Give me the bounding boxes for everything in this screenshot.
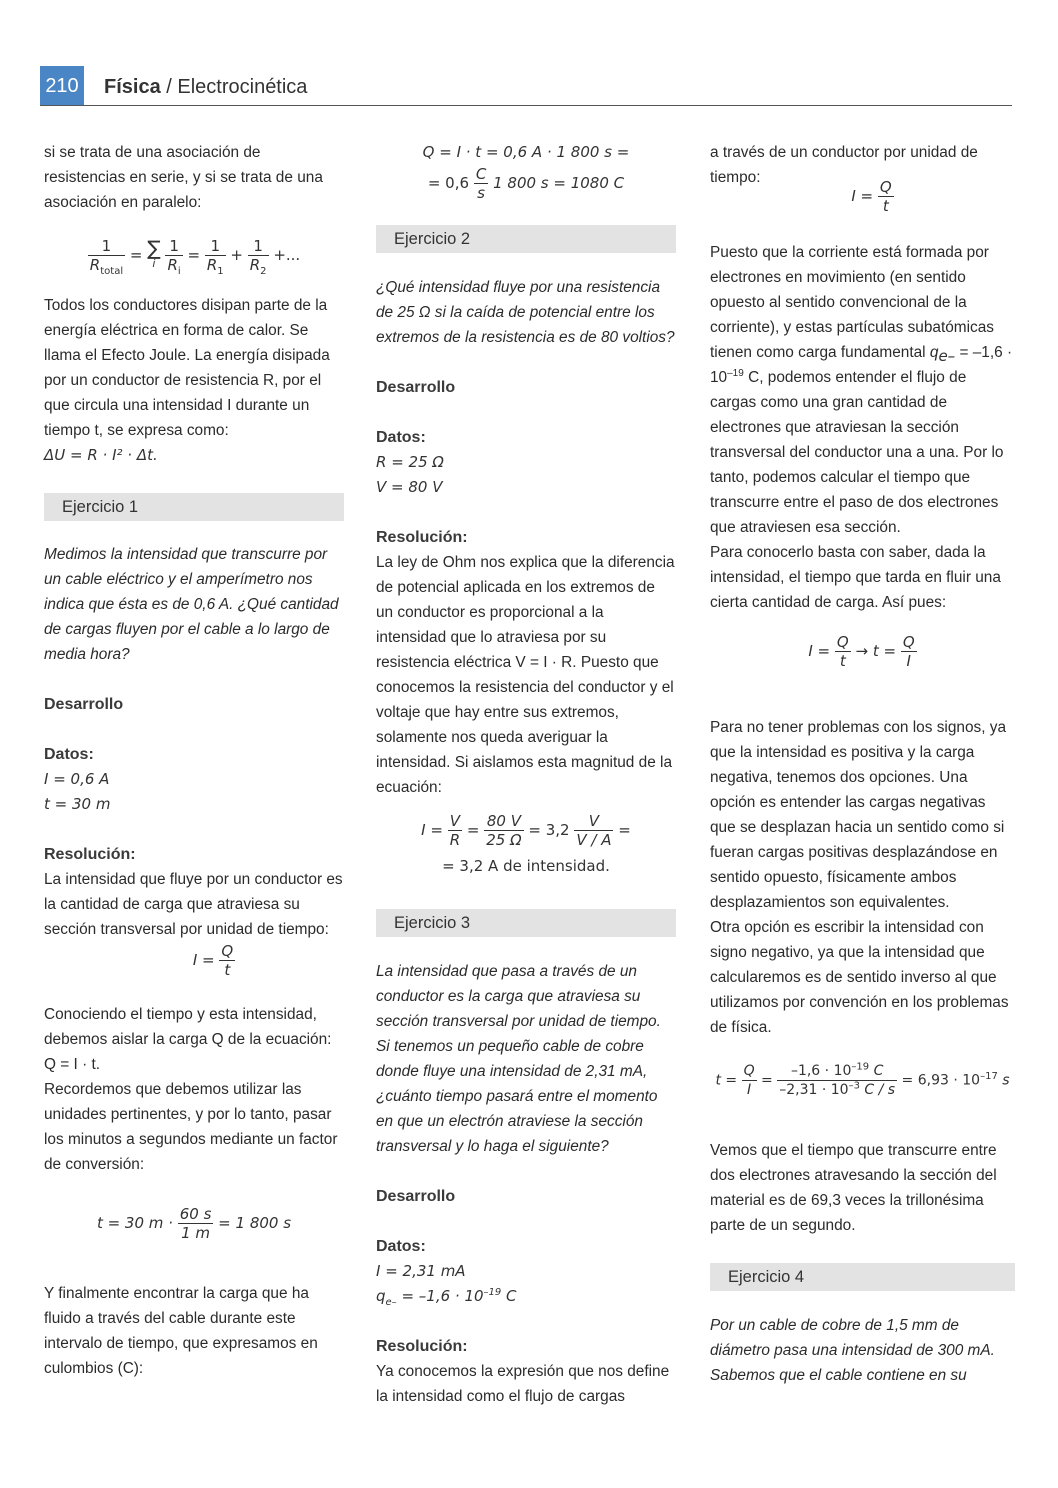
ohm-equation: I = $\frac{V}{R}$ = $\frac{80 V}{25 \Omega}$ = 3,2 $\frac{V}{V / A}$ = (421, 812, 631, 849)
desarrollo-heading-2: Desarrollo (376, 379, 456, 396)
header-separator: / (160, 76, 178, 98)
time-equation: I = $\frac{Q}{t}$ → t = $\frac{Q}{I}$ (808, 633, 915, 670)
datos-heading-3: Datos: (376, 1238, 426, 1255)
exercise-3-heading: Ejercicio 3 (376, 909, 676, 937)
data-electron-charge: $q_{e-} = -1,6 \cdot 10^{-19}$ C (376, 1287, 517, 1308)
data-resistance: R = 25 Ω (376, 453, 444, 471)
exercise-4-heading: Ejercicio 4 (710, 1263, 1015, 1291)
final-paragraph: Y finalmente encontrar la carga que ha fluido a través del cable durante este intervalo de tiempo, que expresamos en culombios (C): (44, 1285, 318, 1377)
units-paragraph: Recordemos que debemos utilizar las unidades pertinentes, y por lo tanto, pasar los minutos a segundos mediante un factor de conversión: (44, 1081, 338, 1173)
datos-heading-2: Datos: (376, 429, 426, 446)
negative-paragraph: Otra opción es escribir la intensidad con signo negativo, ya que la intensidad que calcularemos es de sentido inverso al que utilizamos por convención en los problemas de física. (710, 919, 1009, 1036)
joule-paragraph: Todos los conductores disipan parte de la energía eléctrica en forma de calor. Se llama el Efecto Joule. La energía disipada por un conductor de resistencia R, por el que circula una intensidad I durante un tiempo t, se expresa como: (44, 297, 330, 439)
exercise-2-question: ¿Qué intensidad fluye por una resistencia de 25 Ω si la caída de potencial entre los extremos de la resistencia es de 80 voltios? (376, 279, 675, 346)
column-3 (710, 140, 1015, 1388)
data-time: t = 30 m (44, 795, 111, 813)
header-rule (40, 105, 1012, 106)
conclusion-paragraph: Vemos que el tiempo que transcurre entre dos electrones atravesando la sección del material es de 69,3 veces la trillonésima parte de un segundo. (710, 1142, 997, 1234)
knowing-paragraph: Conociendo el tiempo y esta intensidad, debemos aislar la carga Q de la ecuación: Q = I · t. (44, 1006, 332, 1073)
exercise-4-question: Por un cable de cobre de 1,5 mm de diámetro pasa una intensidad de 300 mA. Sabemos que el cable contiene en su (710, 1317, 995, 1384)
know-paragraph: Para conocerlo basta con saber, dada la intensidad, el tiempo que tarda en fluir una cierta cantidad de carga. Así pues: (710, 544, 1001, 611)
parallel-equation: $\frac{1}{R_{total}}$ = ∑ i $\frac{1}{R_i}$ = $\frac{1}{R_1}$ + $\frac{1}{R_2}$ +... (89, 235, 301, 277)
ohm-paragraph: La ley de Ohm nos explica que la diferencia de potencial aplicada en los extremos de un conductor es proporcional a la intensidad que lo atraviesa por su resistencia eléctrica V = I · R. Puesto que conocemos la resistencia del conductor y el voltaje que hay entre sus extremos, solamente nos queda averiguar la intensidad. Si aislamos esta magnitud de la ecuación: (376, 554, 675, 796)
resolution-paragraph: La intensidad que fluye por un conductor es la cantidad de carga que atraviesa su sección transversal por unidad de tiempo: (44, 871, 343, 938)
signs-paragraph: Para no tener problemas con los signos, ya que la intensidad es positiva y la carga negativa, tenemos dos opciones. Una opción es entender las cargas negativas que se desplazan hacia un sentido como si fueran cargas positivas desplazándose en sentido opuesto, físicamente ambos desplazamientos son equivalentes. (710, 719, 1007, 911)
continuation-paragraph: a través de un conductor por unidad de tiempo: (710, 144, 978, 186)
resolucion-heading: Resolución: (44, 846, 136, 863)
joule-formula: ΔU = R · I² · Δt. (44, 446, 158, 464)
header-subject: Física (104, 76, 161, 98)
intensity-equation: I = $\frac{Q}{t}$ (192, 942, 234, 979)
intensity-equation-2: I = $\frac{Q}{t}$ (851, 178, 892, 215)
resolution-3-paragraph: Ya conocemos la expresión que nos define la intensidad como el flujo de cargas (376, 1363, 670, 1405)
data-current: I = 2,31 mA (376, 1262, 466, 1280)
running-header (104, 76, 307, 99)
conversion-equation: t = 30 m · $\frac{60 s}{1 m}$ = 1 800 s (96, 1205, 292, 1242)
datos-heading: Datos: (44, 746, 94, 763)
charge-equation-line-1: Q = I · t = 0,6 A · 1 800 s = (422, 143, 630, 161)
electron-paragraph: Puesto que la corriente está formada por electrones en movimiento (en sentido opuesto al sentido convencional de la corriente), y estas partículas subatómicas tienen como carga fundamental $q_{e-} = -1,6 \cdot 10^{-19}$ C, podemos entender el flujo de cargas como una gran cantidad de electrones que atraviesan la sección transversal del conductor una a una. Por lo tanto, podemos calcular el tiempo que transcurre entre el paso de dos electrones que atraviesen esa sección. (710, 244, 1013, 536)
exercise-2-heading: Ejercicio 2 (376, 225, 676, 253)
desarrollo-heading-3: Desarrollo (376, 1188, 456, 1205)
header-section: Electrocinética (177, 76, 308, 98)
page-number: 210 (40, 66, 84, 106)
column-2 (376, 140, 676, 1409)
data-voltage: V = 80 V (376, 478, 443, 496)
resolucion-heading-2: Resolución: (376, 529, 468, 546)
ohm-result: = 3,2 A de intensidad. (442, 857, 610, 875)
result-equation: t = $\frac{Q}{I}$ = $\frac{-1,6 \cdot 10^{-19} C}{-2,31 \cdot 10^{-3} C / s}$ = $6,93 \cdot 10^{-17}$ s (715, 1061, 1010, 1098)
desarrollo-heading: Desarrollo (44, 696, 124, 713)
resolucion-heading-3: Resolución: (376, 1338, 468, 1355)
exercise-1-heading: Ejercicio 1 (44, 493, 344, 521)
data-intensity: I = 0,6 A (44, 770, 110, 788)
column-1 (44, 140, 344, 1381)
charge-equation-line-2: = 0,6 $\frac{C}{s}$ 1 800 s = 1080 C (427, 165, 625, 202)
intro-paragraph: si se trata de una asociación de resistencias en serie, y si se trata de una asociación en paralelo: (44, 144, 323, 211)
exercise-3-question: La intensidad que pasa a través de un conductor es la carga que atraviesa su sección transversal por unidad de tiempo. Si tenemos un pequeño cable de cobre donde fluye una intensidad de 2,31 mA, ¿cuánto tiempo pasará entre el momento en que un electrón atraviese la sección transversal y lo haga el siguiente? (376, 963, 661, 1155)
exercise-1-question: Medimos la intensidad que transcurre por un cable eléctrico y el amperímetro nos indica que ésta es de 0,6 A. ¿Qué cantidad de cargas fluyen por el cable a lo largo de media hora? (44, 546, 339, 663)
